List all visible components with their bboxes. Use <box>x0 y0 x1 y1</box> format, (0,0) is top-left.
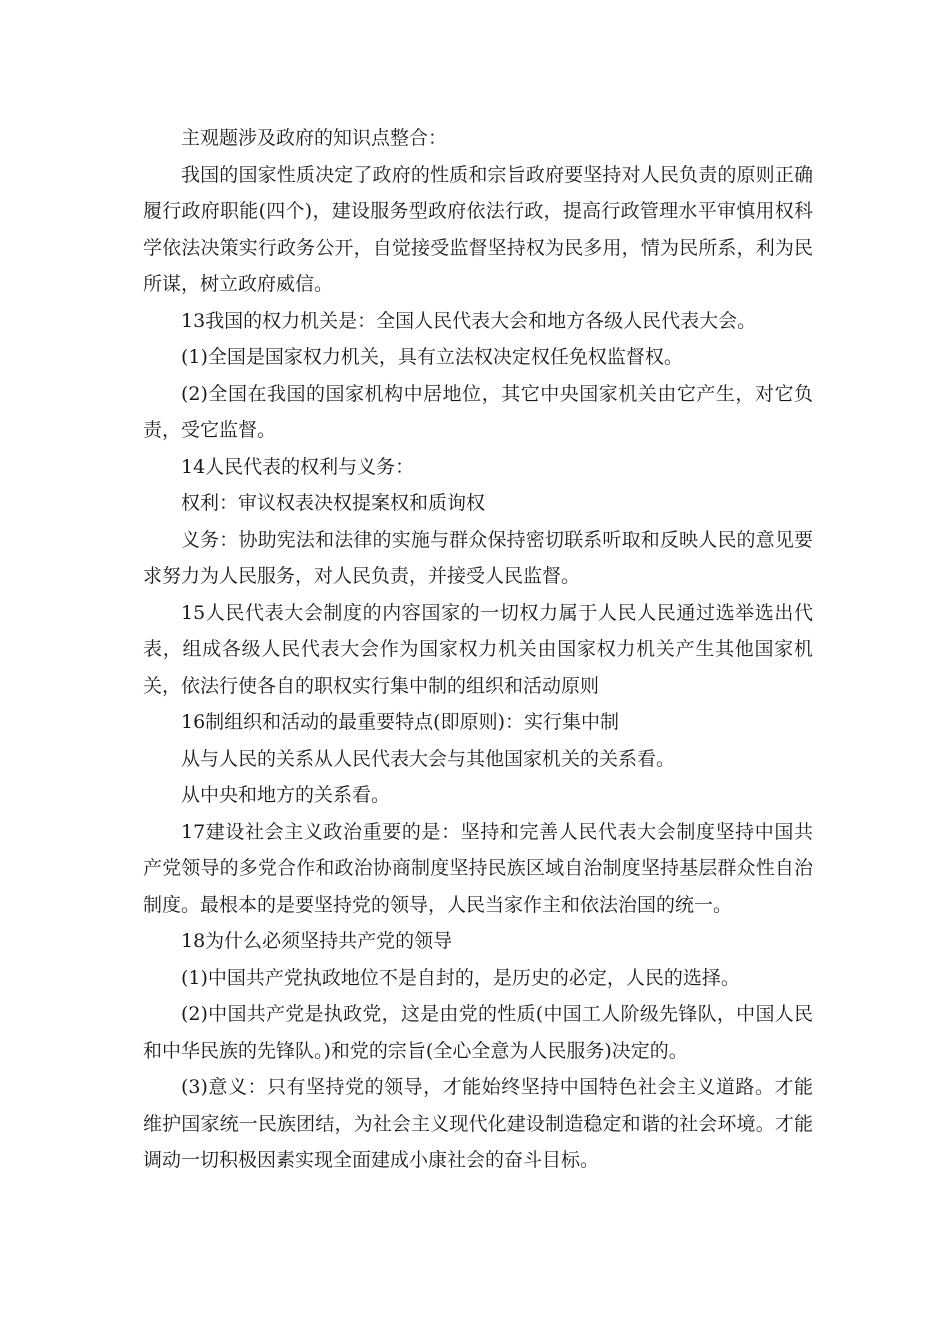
item-14-rights: 权利：审议权表决权提案权和质询权 <box>181 492 486 514</box>
item-18-point-1: (1)中国共产党执政地位不是自封的，是历史的必定，人民的选择。 <box>181 966 740 989</box>
item-17-paragraph: 17建设社会主义政治重要的是：坚持和完善人民代表大会制度坚持中国共产党领导的多党合作和政治协商制度坚持民族区域自治制度坚持基层群众性自治制度。最根本的是要坚持党的领导，人民当家作主和依法治国的统一。 <box>143 820 813 916</box>
item-13-point-1: (1)全国是国家权力机关，具有立法权决定权任免权监督权。 <box>181 346 683 368</box>
item-15-paragraph: 15人民代表大会制度的内容国家的一切权力属于人民人民通过选举选出代表，组成各级人民代表大会作为国家权力机关由国家权力机关产生其他国家机关，依法行使各自的职权实行集中制的组织和活动原则 <box>143 601 813 697</box>
item-14-duties: 义务：协助宪法和法律的实施与群众保持密切联系听取和反映人民的意见要求努力为人民服务，对人民负责，并接受人民监督。 <box>143 528 813 587</box>
document-body <box>143 120 813 1179</box>
item-13-heading: 13我国的权力机关是：全国人民代表大会和地方各级人民代表大会。 <box>181 309 757 332</box>
item-13-point-2: (2)全国在我国的国家机构中居地位，其它中央国家机关由它产生，对它负责，受它监督。 <box>143 382 813 441</box>
item-18-heading: 18为什么必须坚持共产党的领导 <box>181 930 453 952</box>
section-heading: 主观题涉及政府的知识点整合： <box>181 127 448 149</box>
item-16-point-b: 从中央和地方的关系看。 <box>181 784 391 806</box>
paragraph-government-nature: 我国的国家性质决定了政府的性质和宗旨政府要坚持对人民负责的原则正确履行政府职能(四个)，建设服务型政府依法行政，提高行政管理水平审慎用权科学依法决策实行政务公开，自觉接受监督坚持权为民多用，情为民所系，利为民所谋，树立政府威信。 <box>143 163 813 295</box>
item-16-heading: 16制组织和活动的最重要特点(即原则)：实行集中制 <box>181 711 620 733</box>
item-18-point-2: (2)中国共产党是执政党，这是由党的性质(中国工人阶级先锋队，中国人民和中华民族的先锋队。)和党的宗旨(全心全意为人民服务)决定的。 <box>143 1003 813 1062</box>
item-16-point-a: 从与人民的关系从人民代表大会与其他国家机关的关系看。 <box>181 747 676 770</box>
item-18-point-3: (3)意义：只有坚持党的领导，才能始终坚持中国特色社会主义道路。才能维护国家统一民族团结，为社会主义现代化建设制造稳定和谐的社会环境。才能调动一切积极因素实现全面建成小康社会的奋斗目标。 <box>143 1076 813 1171</box>
item-14-heading: 14人民代表的权利与义务： <box>181 455 415 478</box>
